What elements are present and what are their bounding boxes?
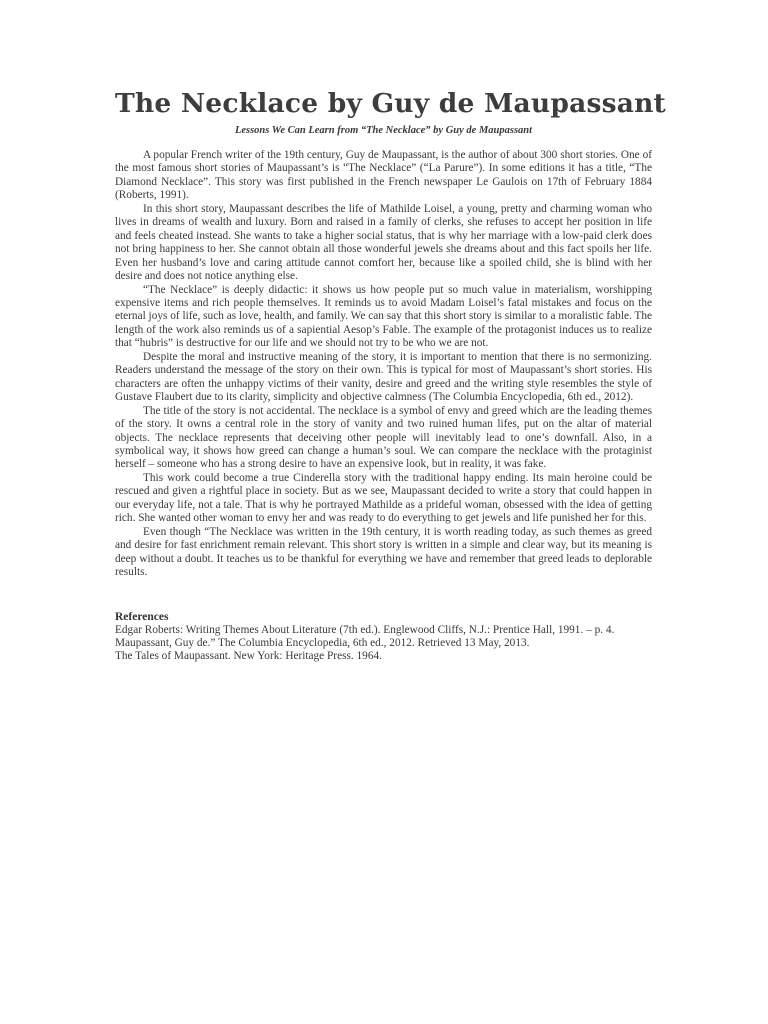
paragraph: Despite the moral and instructive meaning of the story, it is important to mention that there is no sermonizing. Readers understand the message of the story on their own. This is typical for most of Maupassant’s short stories. His characters are often the unhappy victims of their vanity, desire and greed and the writing style resembles the style of Gustave Flaubert due to its clarity, simplicity and objective calmness (The Columbia Encyclopedia, 6th ed., 2012). [115,350,652,404]
paragraph: The title of the story is not accidental. The necklace is a symbol of envy and greed which are the leading themes of the story. It owns a central role in the story of vanity and two ruined human lifes, put on the altar of material objects. The necklace represents that deceiving other people will inevitably lead to one’s downfall. Also, in a symbolical way, it shows how greed can change a human’s soul. We can compare the necklace with the protaginist herself – someone who has a strong desire to have an expensive look, but in reality, it was fake. [115,404,652,471]
paragraph: “The Necklace” is deeply didactic: it shows us how people put so much value in materialism, worshipping expensive items and rich people themselves. It reminds us to avoid Madam Loisel’s fatal mistakes and focus on the eternal joys of life, such as love, health, and family. We can say that this short story is similar to a moralistic fable. The length of the work also reminds us of a sapiential Aesop’s Fable. The example of the protagonist induces us to realize that “hubris” is destructive for our life and we should not try to be who we are not. [115,283,652,350]
paragraph: Even though “The Necklace was written in the 19th century, it is worth reading today, as such themes as greed and desire for fast enrichment remain relevant. This short story is written in a simple and clear way, but its meaning is deep without a doubt. It teaches us to be thankful for everything we have and remember that greed leads to deplorable results. [115,525,652,579]
paragraph: A popular French writer of the 19th century, Guy de Maupassant, is the author of about 300 short stories. One of the most famous short stories of Maupassant’s is “The Necklace” (“La Parure”). In some editions it has a title, “The Diamond Necklace”. This story was first published in the French newspaper Le Gaulois on 17th of February 1884 (Roberts, 1991). [115,149,652,202]
paragraph: This work could become a true Cinderella story with the traditional happy ending. Its main heroine could be rescued and given a rightful place in society. But as we see, Maupassant decided to write a story that could happen in our everyday life, not a tale. That is why he portrayed Mathilde as a prideful woman, obsessed with the idea of getting rich. She wanted other woman to envy her and was ready to do everything to get jewels and life punished her for this. [115,471,652,525]
reference-item: Edgar Roberts: Writing Themes About Literature (7th ed.). Englewood Cliffs, N.J.: Prentice Hall, 1991. – p. 4. [115,623,615,636]
references-heading: References [115,610,169,623]
reference-item: Maupassant, Guy de.” The Columbia Encyclopedia, 6th ed., 2012. Retrieved 13 May, 2013. [115,636,530,649]
references-section [115,610,652,664]
document-body [115,149,652,580]
reference-item: The Tales of Maupassant. New York: Heritage Press. 1964. [115,650,382,663]
document-subtitle: Lessons We Can Learn from “The Necklace” by Guy de Maupassant [234,125,533,136]
paragraph: In this short story, Maupassant describes the life of Mathilde Loisel, a young, pretty and charming woman who lives in dreams of wealth and luxury. Born and raised in a family of clerks, she refuses to accept her position in life and feels cheated instead. She wants to take a higher social status, that is why her marriage with a low-paid clerk does not bring happiness to her. She cannot obtain all those wonderful jewels she dreams about and this fact spoils her life. Even her husband’s love and caring attitude cannot comfort her, because like a spoiled child, she is blind with her desire and does not notice anything else. [115,202,652,283]
document-page [115,84,666,664]
document-title: The Necklace by Guy de Maupassant [115,88,666,119]
